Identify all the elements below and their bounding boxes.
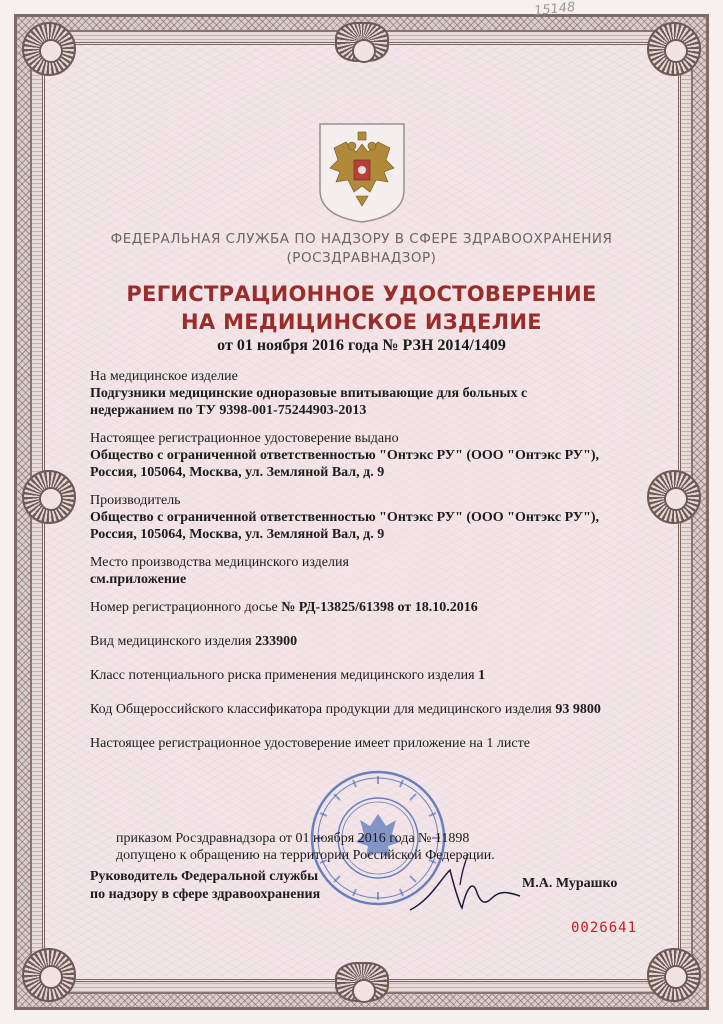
signatory-title-line-1: Руководитель Федеральной службы xyxy=(90,869,319,884)
issued-value-line-1: Общество с ограниченной ответственностью "Онтэкс РУ" (ООО "Онтэкс РУ"), xyxy=(90,448,600,463)
order-statement xyxy=(116,830,576,864)
risk-value: 1 xyxy=(478,668,486,683)
risk-class-field xyxy=(90,667,650,684)
appendix-note xyxy=(90,735,650,752)
manufacturer-label: Производитель xyxy=(90,493,181,508)
order-line-1: приказом Росздравнадзора от 01 ноября 2016 года № 11898 xyxy=(116,831,470,846)
type-value: 233900 xyxy=(255,634,298,649)
dossier-value: № РД-13825/61398 от 18.10.2016 xyxy=(281,600,478,615)
agency-header xyxy=(60,230,663,268)
dossier-field xyxy=(90,599,650,616)
corner-rosette-top-left xyxy=(22,22,76,76)
okp-code-field xyxy=(90,701,650,718)
top-rosette xyxy=(335,22,389,62)
device-type-field xyxy=(90,633,650,650)
device-value-line-2: недержанием по ТУ 9398-001-75244903-2013 xyxy=(90,403,367,418)
production-place-field xyxy=(90,554,650,588)
okp-value: 93 9800 xyxy=(555,702,601,717)
issued-label: Настоящее регистрационное удостоверение выдано xyxy=(90,431,399,446)
signatory-title xyxy=(90,868,360,904)
corner-rosette-bottom-left xyxy=(22,948,76,1002)
document-title xyxy=(60,280,663,336)
corner-rosette-bottom-right xyxy=(647,948,701,1002)
side-rosette-left xyxy=(22,470,76,524)
agency-name: ФЕДЕРАЛЬНАЯ СЛУЖБА ПО НАДЗОРУ В СФЕРЕ ЗДРАВООХРАНЕНИЯ xyxy=(110,231,613,247)
signatory-name: М.А. Мурашко xyxy=(522,876,618,891)
order-line-2: допущено к обращению на территории Российской Федерации. xyxy=(116,848,495,863)
title-line-2: НА МЕДИЦИНСКОЕ ИЗДЕЛИЕ xyxy=(181,310,542,334)
signatory-title-line-2: по надзору в сфере здравоохранения xyxy=(90,887,321,902)
certificate-fields xyxy=(90,368,650,769)
dossier-label: Номер регистрационного досье xyxy=(90,600,282,615)
manufacturer-value-line-2: Россия, 105064, Москва, ул. Земляной Вал, д. 9 xyxy=(90,527,385,542)
device-field xyxy=(90,368,650,419)
type-label: Вид медицинского изделия xyxy=(90,634,256,649)
title-line-1: РЕГИСТРАЦИОННОЕ УДОСТОВЕРЕНИЕ xyxy=(126,282,597,306)
corner-rosette-top-right xyxy=(647,22,701,76)
appendix-text: Настоящее регистрационное удостоверение имеет приложение на 1 листе xyxy=(90,736,530,751)
place-label: Место производства медицинского изделия xyxy=(90,555,349,570)
manufacturer-value-line-1: Общество с ограниченной ответственностью "Онтэкс РУ" (ООО "Онтэкс РУ"), xyxy=(90,510,600,525)
device-label: На медицинское изделие xyxy=(90,369,238,384)
place-value: см.приложение xyxy=(90,572,187,587)
device-value-line-1: Подгузники медицинские одноразовые впитывающие для больных с xyxy=(90,386,528,401)
serial-number: 0026641 xyxy=(571,920,638,936)
issued-value-line-2: Россия, 105064, Москва, ул. Земляной Вал, д. 9 xyxy=(90,465,385,480)
side-rosette-right xyxy=(647,470,701,524)
okp-label: Код Общероссийского классификатора продукции для медицинского изделия xyxy=(90,702,556,717)
bottom-rosette xyxy=(335,962,389,1002)
issued-to-field xyxy=(90,430,650,481)
risk-label: Класс потенциального риска применения медицинского изделия xyxy=(90,668,479,683)
handwritten-note: 15148 xyxy=(533,0,577,20)
agency-abbreviation: (РОСЗДРАВНАДЗОР) xyxy=(286,250,437,266)
manufacturer-field xyxy=(90,492,650,543)
registration-date-number: от 01 ноября 2016 года № РЗН 2014/1409 xyxy=(217,337,506,354)
coat-of-arms-emblem xyxy=(316,120,408,224)
